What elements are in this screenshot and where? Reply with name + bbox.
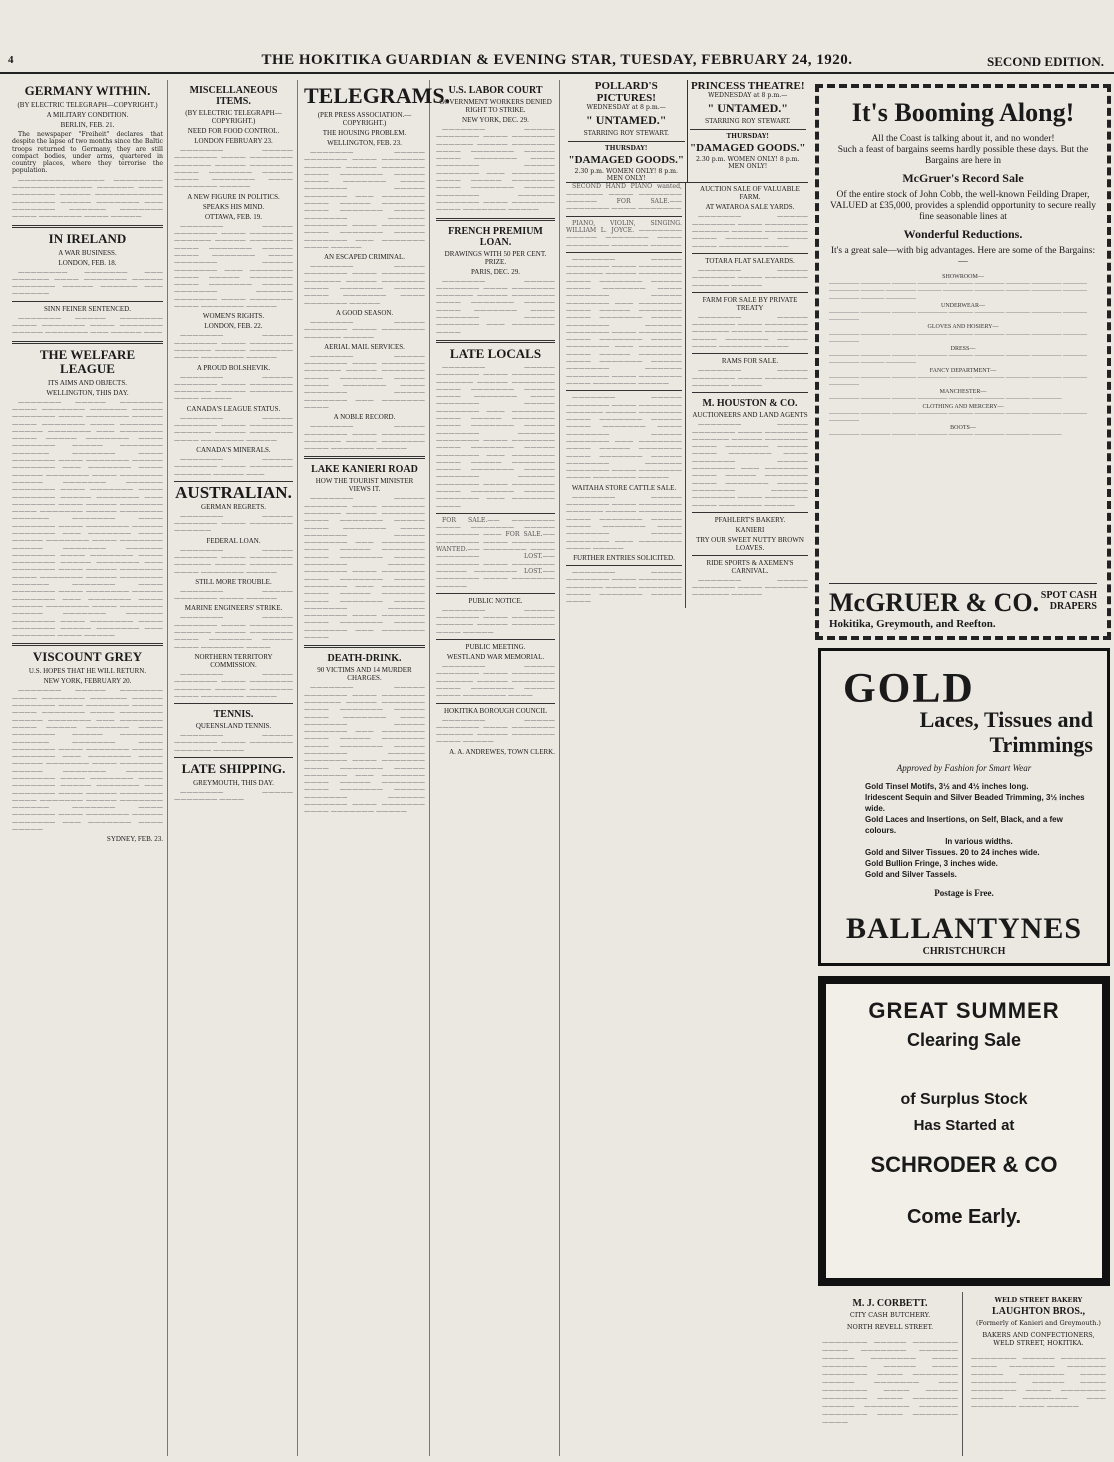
credit-line: (PER PRESS ASSOCIATION.—COPYRIGHT.): [317, 111, 412, 127]
bargain-filler: ————— ————— ———— ————— ———— ————— ———— ————— ———— —————: [829, 310, 1087, 324]
ad-line: WELD STREET, HOKITIKA.: [993, 1339, 1084, 1347]
brand-city: CHRISTCHURCH: [922, 946, 1006, 957]
film-star: STARRING ROY STEWART.: [583, 130, 669, 138]
headline-us-labor-court: U.S. LABOR COURT: [448, 85, 543, 96]
subhead: AT WATAROA SALE YARDS.: [705, 203, 795, 212]
article-body-filler: ——————— ————— ——————— ———— ——————— —————— ————— ——————— ———— ——————— ————— ———— ——————— ———— ——————— ————— ——————— ——— ——————— ————: [436, 277, 555, 336]
headline-germany: GERMANY WITHIN.: [24, 83, 151, 98]
subhead: SINN FEINER SENTENCED.: [44, 304, 131, 313]
theatre-name: POLLARD'S PICTURES!: [594, 80, 658, 104]
dateline: LONDON FEBRUARY 23.: [194, 137, 273, 145]
dept-clothing: CLOTHING AND MERCERY—: [922, 403, 1004, 410]
article-body-filler: ——————— ————— ——————— ———— ——————— —————— ————— ——————— ———— ——————— —————: [304, 423, 425, 453]
brand-name: M. J. CORBETT.: [852, 1298, 928, 1309]
article-text: The newspaper "Freiheit" declares that despite the lapse of two months since the Baltic troops returned to Germany, they are still compact bodies, under arms, quartered in country places, where they terrorise the population.: [12, 131, 163, 175]
dateline: OTTAWA, FEB. 19.: [204, 212, 262, 221]
subhead: ITS AIMS AND OBJECTS.: [48, 378, 127, 387]
subhead: RIDE SPORTS & AXEMEN'S CARNIVAL.: [706, 558, 794, 575]
subhead: CANADA'S MINERALS.: [196, 445, 271, 454]
subhead: HOW THE TOURIST MINISTER VIEWS IT.: [315, 477, 414, 494]
subhead: NEED FOR FOOD CONTROL.: [187, 127, 280, 135]
subhead: DRAWINGS WITH 50 PER CENT. PRIZE.: [444, 249, 547, 266]
subhead: GOVERNMENT WORKERS DENIED RIGHT TO STRIKE.: [439, 98, 552, 114]
column-5: [562, 80, 812, 1456]
dept-dress: DRESS—: [950, 346, 976, 353]
ad-line: Has Started at: [913, 1117, 1015, 1134]
edition-label: SECOND EDITION.: [986, 54, 1104, 69]
film-title: " UNTAMED.": [707, 101, 788, 116]
dateline: WELLINGTON, FEB. 23.: [327, 139, 402, 147]
theatre-ads: [566, 80, 808, 183]
subhead: TRY OUR SWEET NUTTY BROWN LOAVES.: [696, 535, 804, 552]
list-item: Gold and Silver Tassels.: [865, 870, 957, 879]
dept-showroom: SHOWROOM—: [942, 274, 984, 280]
theatre-princess: [688, 80, 809, 182]
dateline: NEW YORK, FEBRUARY 20.: [43, 677, 132, 686]
article-body-filler: ———————— ——————— ——— —————— ———— ——————— ————— ——————— ————— —————— ——— ——————: [12, 268, 163, 298]
column-1: [8, 80, 168, 1456]
signature: A. A. ANDREWES, TOWN CLERK.: [449, 747, 555, 756]
bargain-filler: ————— ————— ———— ————— ———— ————— ———— —————: [829, 432, 1062, 439]
day-label: THURSDAY!: [726, 132, 769, 140]
article-body-filler: ——————— ————— ——————— ———— ——————— —————— ————— ——————— ———— ——————— —————: [174, 670, 293, 700]
article-body-filler: ——————— ————— ——————— ———— —————: [174, 587, 293, 603]
film-title: "DAMAGED GOODS.": [690, 141, 806, 154]
ad-laughton: [967, 1292, 1110, 1456]
column-3: [300, 80, 451, 1456]
article-body-filler: ——————— ————— ——————— ———— ——————— —————— ————— ——————— ———— ——————— ————— ———— ——————— ———— ——————— ————— ——————— ——— ——————— ———— ————— ——————— ———— ——————— ————— ——————— —————— ——————— ———— ——————— ———— ——————— ————— ——————— ——— ——————— ———— ————— ——————— ———— ——————— ————— ——————— —————— ——————— ———— ——————— ———— ——————— ————— ——————— ——— ——————— ———— ————— ——————— ———— ——————— ————— ——————— —————— ——————— ———— ——————— ———— ——————— ————— ——————— ——— ——————— ———— ————— ——————— ———— ——————— ————— ——————— —————— ——————— ———— ——————— ———— ——————— ————— ——————— ——— ——————— ———— ————— ——————— ———— ——————— ————— ——————— —————— ——————— ———— ——————— ———— ——————— ————— ——————— ——— ——————— ———— ————— ——————— ———— ——————— ————— ——————— —————— ——————— ———— ——————— ———— ——————— ————— ——————— ——— ——————— ———— —————: [12, 398, 163, 640]
dept-boots: BOOTS—: [950, 425, 976, 432]
article-body-filler: ——————— ————— ——————— ———— ——————— —————— ————— ——————— ———— ——————— ————— ———— ——————— ———— ——————— —————: [304, 263, 425, 307]
subhead: WAITAHA STORE CATTLE SALE.: [571, 483, 677, 492]
list-item: Iridescent Sequin and Silver Beaded Trimming, 3½ inches wide.: [865, 793, 1085, 813]
subhead: QUEENSLAND TENNIS.: [195, 722, 272, 731]
ad-schroder: [818, 976, 1110, 1286]
article-body-filler: ——————— ————— ——————— ————: [174, 789, 293, 804]
article-body-filler: ——————— ————— ——————— ———— ——————— —————— ————— ——————— ———— ——————— —————: [174, 414, 293, 444]
brand-name: BALLANTYNES: [845, 912, 1083, 945]
brand-towns: Hokitika, Greymouth, and Reefton.: [829, 618, 996, 630]
article-body-filler: ——————— ————— ——————— ———— ——————— —————— ————— ——————— ———— ——————— ————— ———— ——————— ———— ——————— ————— ——————— ——— ——————— ———— ————— ——————— ———— ——————— ————— ——————— —————— ——————— ———— ——————— ———— ——————— ————— ——————— ——— ——————— ———— ————— ——————— ———— ——————— ————— ——————— —————— ——————— ———— ——————— ———— ——————— —————: [304, 684, 425, 816]
list-item: Gold Bullion Fringe, 3 inches wide.: [865, 859, 998, 868]
ad-line: Come Early.: [906, 1206, 1022, 1228]
classified-filler: ——————— ————— ——————— ———— ——————— —————— ————— ——————— ———— ——————— ————— ———— ——————— ———— ——————— ————— ——————— ——— ——————— ———— —————: [566, 493, 682, 552]
subhead: WESTLAND WAR MEMORIAL.: [446, 653, 545, 662]
article-body-filler: ——————— ————— ——————— ———— ——————— —————— ————— ——————— ———— —————: [436, 606, 555, 636]
theatre-name: PRINCESS THEATRE!: [690, 80, 805, 92]
subhead: AUCTION SALE OF VALUABLE FARM.: [700, 185, 800, 202]
article-body-filler: ——————— ————— ——————— ———— ——————— —————— ————— ——————— ———— —————: [436, 716, 555, 746]
dept-fancy: FANCY DEPARTMENT—: [929, 367, 997, 374]
ad-line: It's a great sale—with big advantages. Here are some of the Bargains:—: [830, 246, 1096, 267]
column-2: [170, 80, 298, 1456]
list-item: Gold Laces and Insertions, on Self, Black, and a few colours.: [865, 815, 1063, 835]
headline-lake-kanieri: LAKE KANIERI ROAD: [311, 464, 418, 476]
headline-tennis: TENNIS.: [213, 709, 254, 721]
day-label: THURSDAY!: [605, 144, 648, 152]
classifieds-left: [566, 183, 686, 607]
dept-underwear: UNDERWEAR—: [941, 302, 985, 309]
ad-subtitle: Approved by Fashion for Smart Wear: [896, 763, 1032, 773]
ad-line: BAKERS AND CONFECTIONERS,: [982, 1331, 1095, 1339]
subhead: FURTHER ENTRIES SOLICITED.: [573, 554, 675, 563]
classified-filler: PIANO, VIOLIN, SINGING. WILLIAM L. JOYCE. ——————— ————— ——————— ———— ——————— —————— —————: [566, 219, 682, 249]
subhead: A MILITARY CONDITION.: [46, 111, 129, 119]
subhead: A WAR BUSINESS.: [58, 248, 117, 257]
subhead: THE HOUSING PROBLEM.: [322, 129, 407, 137]
ad-line: CITY CASH BUTCHERY.: [849, 1311, 931, 1319]
classified-filler: ——————— ————— ——————— ———— ——————— —————— ————— ——————— ———— ——————— ————— ———— ——————— ————: [692, 313, 808, 351]
credit-line: (BY ELECTRIC TELEGRAPH—COPYRIGHT.): [17, 101, 158, 109]
dept-manchester: MANCHESTER—: [939, 389, 987, 396]
classified-filler: FOR SALE.—— ——————— ———— ——————— ————— ——————— ——— FOR SALE.—— ——————— ———— ——————— WANTED.—— ——————— ———— ——————— LOST.—— ——————— ———— ——————— ————— ——————— LOST.—— ——————— ———— ——————— —————: [436, 516, 555, 590]
classified-filler: ——————— ————— ——————— ———— ——————— —————— —————: [692, 367, 808, 389]
classified-filler: ——————— ————— ——————— ———— ——————— —————— —————: [692, 576, 808, 599]
headline-late-locals: LATE LOCALS: [449, 345, 542, 361]
ad-subtitle: McGruer's Record Sale: [902, 171, 1024, 185]
credit-line: (BY ELECTRIC TELEGRAPH—COPYRIGHT.): [185, 109, 282, 125]
subhead: WOMEN'S RIGHTS.: [202, 312, 265, 321]
postage-note: Postage is Free.: [934, 888, 994, 898]
show-time: WEDNESDAY at 8 p.m.—: [708, 92, 788, 99]
film-star: STARRING ROY STEWART.: [705, 118, 791, 126]
bargain-filler: ————— ————— ———— ————— ———— ————— ———— ————— ———— —————: [829, 331, 1087, 345]
dateline: LONDON, FEB. 22.: [204, 322, 263, 331]
classified-filler: ——————— ————— ——————— ———— ——————— —————— ————— ——————— ———— ——————— ————— ———— ——————— ———— ——————— ————— ——————— ——— ——————— ———— ————— ——————— ———— ——————— ————— ——————— —————— ——————— ———— ——————— ———— ——————— —————: [692, 421, 808, 509]
classified-filler: ——————— ————— ——————— ———— ——————— —————— ————— ——————— ———— ——————— ————— ———— ——————— ————: [692, 213, 808, 250]
classified-filler: SECOND HAND PIANO wanted, —————— ———— ——————— ————— FOR SALE.—— ——————— ———— ———————: [566, 183, 682, 213]
classified-filler: ——————— ————— ——————— ———— ——————— —————— ————— ——————— ———— ——————— ————— ————: [566, 569, 682, 606]
ad-line: Such a feast of bargains seems hardly possible these days. But the Bargains are here in: [837, 145, 1089, 166]
subhead: HOKITIKA BOROUGH COUNCIL: [443, 706, 548, 715]
theatre-pollards: [566, 80, 688, 182]
ad-body-filler: ——————— ————— ——————— ———— ——————— —————— ————— ——————— ———— ——————— ————— ———— ——————— ———— ——————— ————— ——————— ——— ——————— ———— —————: [971, 1353, 1106, 1410]
classified-filler: ——————— ————— ——————— ———— ——————— —————— —————: [692, 266, 808, 289]
subhead: FARM FOR SALE BY PRIVATE TREATY: [702, 295, 798, 312]
article-body-filler: ——————— ————— ——————— ———— ——————— —————— —————: [304, 318, 425, 341]
article-body-filler: ——————— ————— ——————— ———— ——————— —————— ————— ——————— ———— ——————— ————— ———— ——————— ———— ——————— ————— ——————— ——— ——————— ———— ————— ——————— ———— ——————— ————— ——————— —————— ——————— ———— ——————— ———— ——————— ————— ——————— ——— ——————— ———— ————— ——————— ———— ——————— ————— ——————— —————— ——————— ———— ——————— ———— ——————— ————— ——————— ——— ——————— ————: [436, 363, 555, 510]
brand-name: SCHRODER & CO: [870, 1152, 1058, 1177]
brand-name: LAUGHTON BROS.,: [992, 1306, 1085, 1317]
article-body-filler: ——————— ————— ——————— ———— ——————— ——————: [174, 512, 293, 535]
brand-name: McGRUER & CO.: [829, 588, 1040, 617]
article-body-filler: ——————— ————— ——————— ———— ——————— —————— ————— ——————— ———— ——————— —————: [174, 546, 293, 576]
classified-filler: ——————— ————— ——————— ———— ——————— —————— ————— ——————— ———— ——————— ————— ———— ——————— ———— ——————— ————— ——————— ——— ——————— ———— ————— ——————— ———— ——————— ————— ——————— —————— ——————— ———— ——————— ———— ——————— ————— ——————— ——— ——————— ———— ————— ——————— ———— ——————— ————— ——————— —————— ——————— ———— ——————— ———— ——————— —————: [566, 255, 682, 387]
subhead: U.S. HOPES THAT HE WILL RETURN.: [28, 667, 147, 676]
headline-death-drink: DEATH-DRINK.: [327, 653, 402, 665]
ad-line: Of the entire stock of John Cobb, the well-known Feilding Draper, VALUED at £35,000, provides a splendid opportunity to secure really fine seasonable lines at: [829, 190, 1097, 222]
film-title: " UNTAMED.": [586, 113, 667, 128]
headline-telegrams: TELEGRAMS.: [304, 83, 451, 108]
ad-line: NORTH REVELL STREET.: [846, 1323, 934, 1331]
subhead: RAMS FOR SALE.: [721, 357, 779, 366]
bargain-list: [829, 274, 1097, 440]
bargain-filler: ————— ————— ———— ————— ———— ————— ———— —————: [829, 396, 1062, 403]
masthead: [0, 52, 1114, 74]
dateline: NEW YORK, DEC. 29.: [462, 116, 529, 124]
headline-welfare-league: THE WELFARE LEAGUE: [39, 346, 136, 376]
article-body-filler: ——————— ————— ——————— ———— ——————— —————— ————— ——————— ———— ——————— ————— ———— ——————— ————: [436, 663, 555, 700]
show-times: 2.30 p.m. WOMEN ONLY! 8 p.m. MEN ONLY!: [695, 155, 800, 171]
headline-french-loan: FRENCH PREMIUM LOAN.: [448, 225, 543, 248]
subhead: A PROUD BOLSHEVIK.: [196, 363, 271, 372]
headline-misc: MISCELLANEOUS ITEMS.: [189, 85, 278, 107]
list-item: In various widths.: [945, 837, 1013, 846]
dateline: WELLINGTON, THIS DAY.: [46, 388, 129, 397]
subhead: A NOBLE RECORD.: [333, 413, 396, 422]
bargain-filler: ————— ————— ———— ————— ———— ————— ———— ————— ———— —————: [829, 410, 1087, 425]
dateline: LONDON, FEB. 18.: [58, 258, 117, 267]
article-body-filler: ——————— ————— ——————— ———— ——————— —————— ————— ——————— ———— ——————— ————— ———— ——————— ———— ——————— ————— ——————— ——— ——————— ———— ————— ——————— ———— ——————— ————— ——————— —————— ——————— ———— ——————— ———— ——————— ————— ——————— ——— ——————— ———— ————— ——————— ———— ——————— ————— ——————— —————— ——————— ———— ——————— ———— ——————— ————— ——————— ——— ——————— ————: [304, 495, 425, 642]
ad-subtitle: Wonderful Reductions.: [903, 227, 1023, 241]
subhead: AUCTIONEERS AND LAND AGENTS: [692, 411, 808, 420]
article-body-filler: ——————— ————— ——————— ———— ——————— —————— ————— ——————— ———— ——————— ————— ———— ——————— ———— ——————— ————— ——————— ——— ——————— ———— ————— ——————— ———— ——————— ————— ——————— —————— ——————— ———— ——————— ———— ——————— ————— ——————— ——— ——————— ———— ————— ——————— ———— ——————— ————— ——————— —————— ——————— ———— ——————— ———— ——————— ————— ——————— ——— ——————— ———— ————— ——————— ———— ——————— ————— ——————— —————— ——————— ———— ——————— ———— ——————— ————— ——————— ——— ——————— ———— —————: [12, 687, 163, 834]
ad-laces-title: Laces, Tissues and Trimmings: [919, 707, 1093, 757]
bargain-filler: ————— ————— ———— ————— ———— ————— ———— ————— ———— ————— ———— —————: [829, 353, 1087, 367]
ad-title: It's Booming Along!: [851, 98, 1075, 127]
subhead: PUBLIC MEETING.: [465, 643, 526, 652]
ad-corbett: [818, 1292, 963, 1456]
dateline: GREYMOUTH, THIS DAY.: [193, 779, 274, 788]
article-body-filler: ——————— ————— ——————— ———— ——————— —————— ————— ——————— ———— ——————— ————— ———— ——————— ———— ——————— ————— ——————— ——— ——————— ———— ————— ——————— ———— ——————— ————— ——————— —————— ——————— ———— ——————— ———— ——————— ————— ——————— ——— ——————— ———— —————: [304, 149, 425, 251]
column-4: [432, 80, 560, 1456]
bargain-filler: ————— ————— ———— ————— ———— ————— ———— ————— ———— —————: [829, 374, 1087, 389]
article-body-filler: ——————— ————— ——————— ———— ——————— —————— ————— ———: [174, 455, 293, 478]
ad-line: WELD STREET BAKERY: [994, 1296, 1083, 1304]
bargain-filler: ————— ————— ———— ————— ———— ————— ———— ————— ———— ————— ———— ————— ———— ————— ————— ———— ————— ———— ————— ———— —————: [829, 281, 1087, 302]
article-body-filler: ——————— ————— ——————— ———— ——————— —————— ————— ——————— ———— ——————— ————— ———— ——————— ———— ——————— —————: [174, 147, 293, 191]
show-time: WEDNESDAY at 8 p.m.—: [586, 104, 666, 111]
ad-footer: [829, 583, 1097, 630]
ad-line: All the Coast is talking about it, and no wonder!: [871, 134, 1055, 144]
headline-australian: AUSTRALIAN.: [175, 482, 292, 502]
subhead: A GOOD SEASON.: [335, 308, 394, 317]
classifieds-right: [692, 183, 808, 607]
subhead: MARINE ENGINEERS' STRIKE.: [184, 604, 283, 613]
newspaper-title: THE HOKITIKA GUARDIAN & EVENING STAR, TUESDAY, FEBRUARY 24, 1920.: [261, 52, 853, 68]
brand-tagline: SPOT CASH DRAPERS: [1040, 590, 1097, 612]
ad-mcgruer: [815, 84, 1111, 640]
subhead: AERIAL MAIL SERVICES.: [324, 342, 405, 351]
article-body-filler: —————————————— ———————— ————————————— —————— ———— ——————— ————— ——————————— ——————— ————— ——————— ——— ——————— —————— ——————— ———— ——————— ———— —————: [12, 176, 163, 221]
ad-ballantynes: [818, 648, 1110, 966]
ad-line: GREAT SUMMER: [868, 998, 1060, 1023]
subhead: FEDERAL LOAN.: [206, 536, 261, 545]
subhead: STILL MORE TROUBLE.: [195, 577, 272, 586]
article-body-filler: ——————— ————— ——————— ———— ——————— —————— ————— ——————— ———— ——————— ————— ———— ——————— ———— ——————— ————— ——————— ——— ——————— ————: [304, 352, 425, 411]
film-title: "DAMAGED GOODS.": [568, 153, 684, 166]
headline-ireland: IN IRELAND: [48, 230, 127, 246]
dept-gloves: GLOVES AND HOSIERY—: [927, 324, 999, 331]
dateline: SYDNEY, FEB. 23.: [106, 835, 163, 844]
list-item: Gold Tinsel Motifs, 3½ and 4½ inches long.: [865, 782, 1029, 791]
dateline: PARIS, DEC. 29.: [471, 267, 520, 276]
ad-line: of Surplus Stock: [900, 1091, 1028, 1108]
list-item: Gold and Silver Tissues. 20 to 24 inches wide.: [865, 848, 1040, 857]
dateline: BERLIN, FEB. 21.: [60, 121, 115, 129]
article-body-filler: ——————— ————— ——————— ———— ——————— —————— ————— ——————— ———— ——————— ————— ———— ——————— ————: [174, 614, 293, 651]
agent-name: M. HOUSTON & CO.: [702, 398, 798, 410]
show-times: 2.30 p.m. WOMEN ONLY! 8 p.m. MEN ONLY!: [574, 167, 679, 183]
classified-filler: ——————— ————— ——————— ———— ——————— —————— ————— ——————— ———— ——————— ————— ———— ——————— ———— ——————— ————— ——————— ——— ——————— ———— ————— ——————— ———— ——————— ————— ——————— —————— ——————— ———— ——————— ———— ——————— —————: [566, 394, 682, 482]
ad-body-filler: ——————— ————— ——————— ———— ——————— —————— ————— ——————— ———— ——————— ————— ———— ——————— ———— ——————— ————— ——————— ——— ——————— ———— ————— ——————— ———— ——————— ————— ——————— —————— ——————— ———— ——————— ————: [822, 1337, 958, 1426]
subhead: NORTHERN TERRITORY COMMISSION.: [194, 652, 273, 669]
subhead: KANIERI: [735, 525, 765, 534]
article-body-filler: ——————— ————— ——————— ———— ——————— —————— ————— ——————— ———— ——————— ————— ———— ——————— ———— ——————— ————— ——————— ——— ——————— ———— ————— ——————— ———— ——————— ————— ——————— —————— ——————— ———— ——————— ———— ——————— —————: [174, 222, 293, 311]
article-body-filler: ——————— ————— ——————— ———— ——————— —————— ————— ——————— ———— ——————— —————: [174, 332, 293, 362]
subhead: PFAHLERT'S BAKERY.: [714, 515, 786, 524]
item-list: [865, 781, 1093, 880]
ad-gold-title: GOLD: [843, 666, 975, 712]
subhead: 90 VICTIMS AND 14 MURDER CHARGES.: [317, 666, 412, 683]
subhead: AN ESCAPED CRIMINAL.: [323, 253, 406, 262]
article-body-filler: ——————— ————— ——————— ———— ——————— —————— —————: [174, 732, 293, 754]
article-body-filler: ——————— ————— ——————— ———— ——————— —————— ————— ——————— ———— —————: [174, 373, 293, 403]
subhead: A NEW FIGURE IN POLITICS.: [187, 192, 280, 201]
ad-line: (Formerly of Kanieri and Greymouth.): [976, 1319, 1101, 1327]
headline-late-shipping: LATE SHIPPING.: [181, 761, 286, 777]
subhead: GERMAN REGRETS.: [201, 502, 266, 511]
article-body-filler: ——————— ————— ——————— ———— ——————— —————— ————— ——————— ———— ——————— ————— ———— ——————— ———— ——————— ————— ——————— ——— ——————— ———— ————— ——————— ———— ——————— ————— ——————— —————— ——————— ———— ——————— ———— ——————— —————: [436, 126, 555, 214]
subhead: TOTARA FLAT SALEYARDS.: [705, 256, 795, 265]
subhead: SPEAKS HIS MIND.: [202, 202, 265, 211]
subhead: PUBLIC NOTICE.: [468, 596, 523, 605]
article-body-filler: ——————— ————— ——————— ———— ——————— ———— ——————— ————— ——————— ——— ————— ———: [12, 314, 163, 337]
ad-line: Clearing Sale: [906, 1030, 1022, 1050]
headline-viscount-grey: VISCOUNT GREY: [32, 649, 143, 665]
page-number: 4: [8, 54, 14, 66]
subhead: CANADA'S LEAGUE STATUS.: [186, 404, 281, 413]
